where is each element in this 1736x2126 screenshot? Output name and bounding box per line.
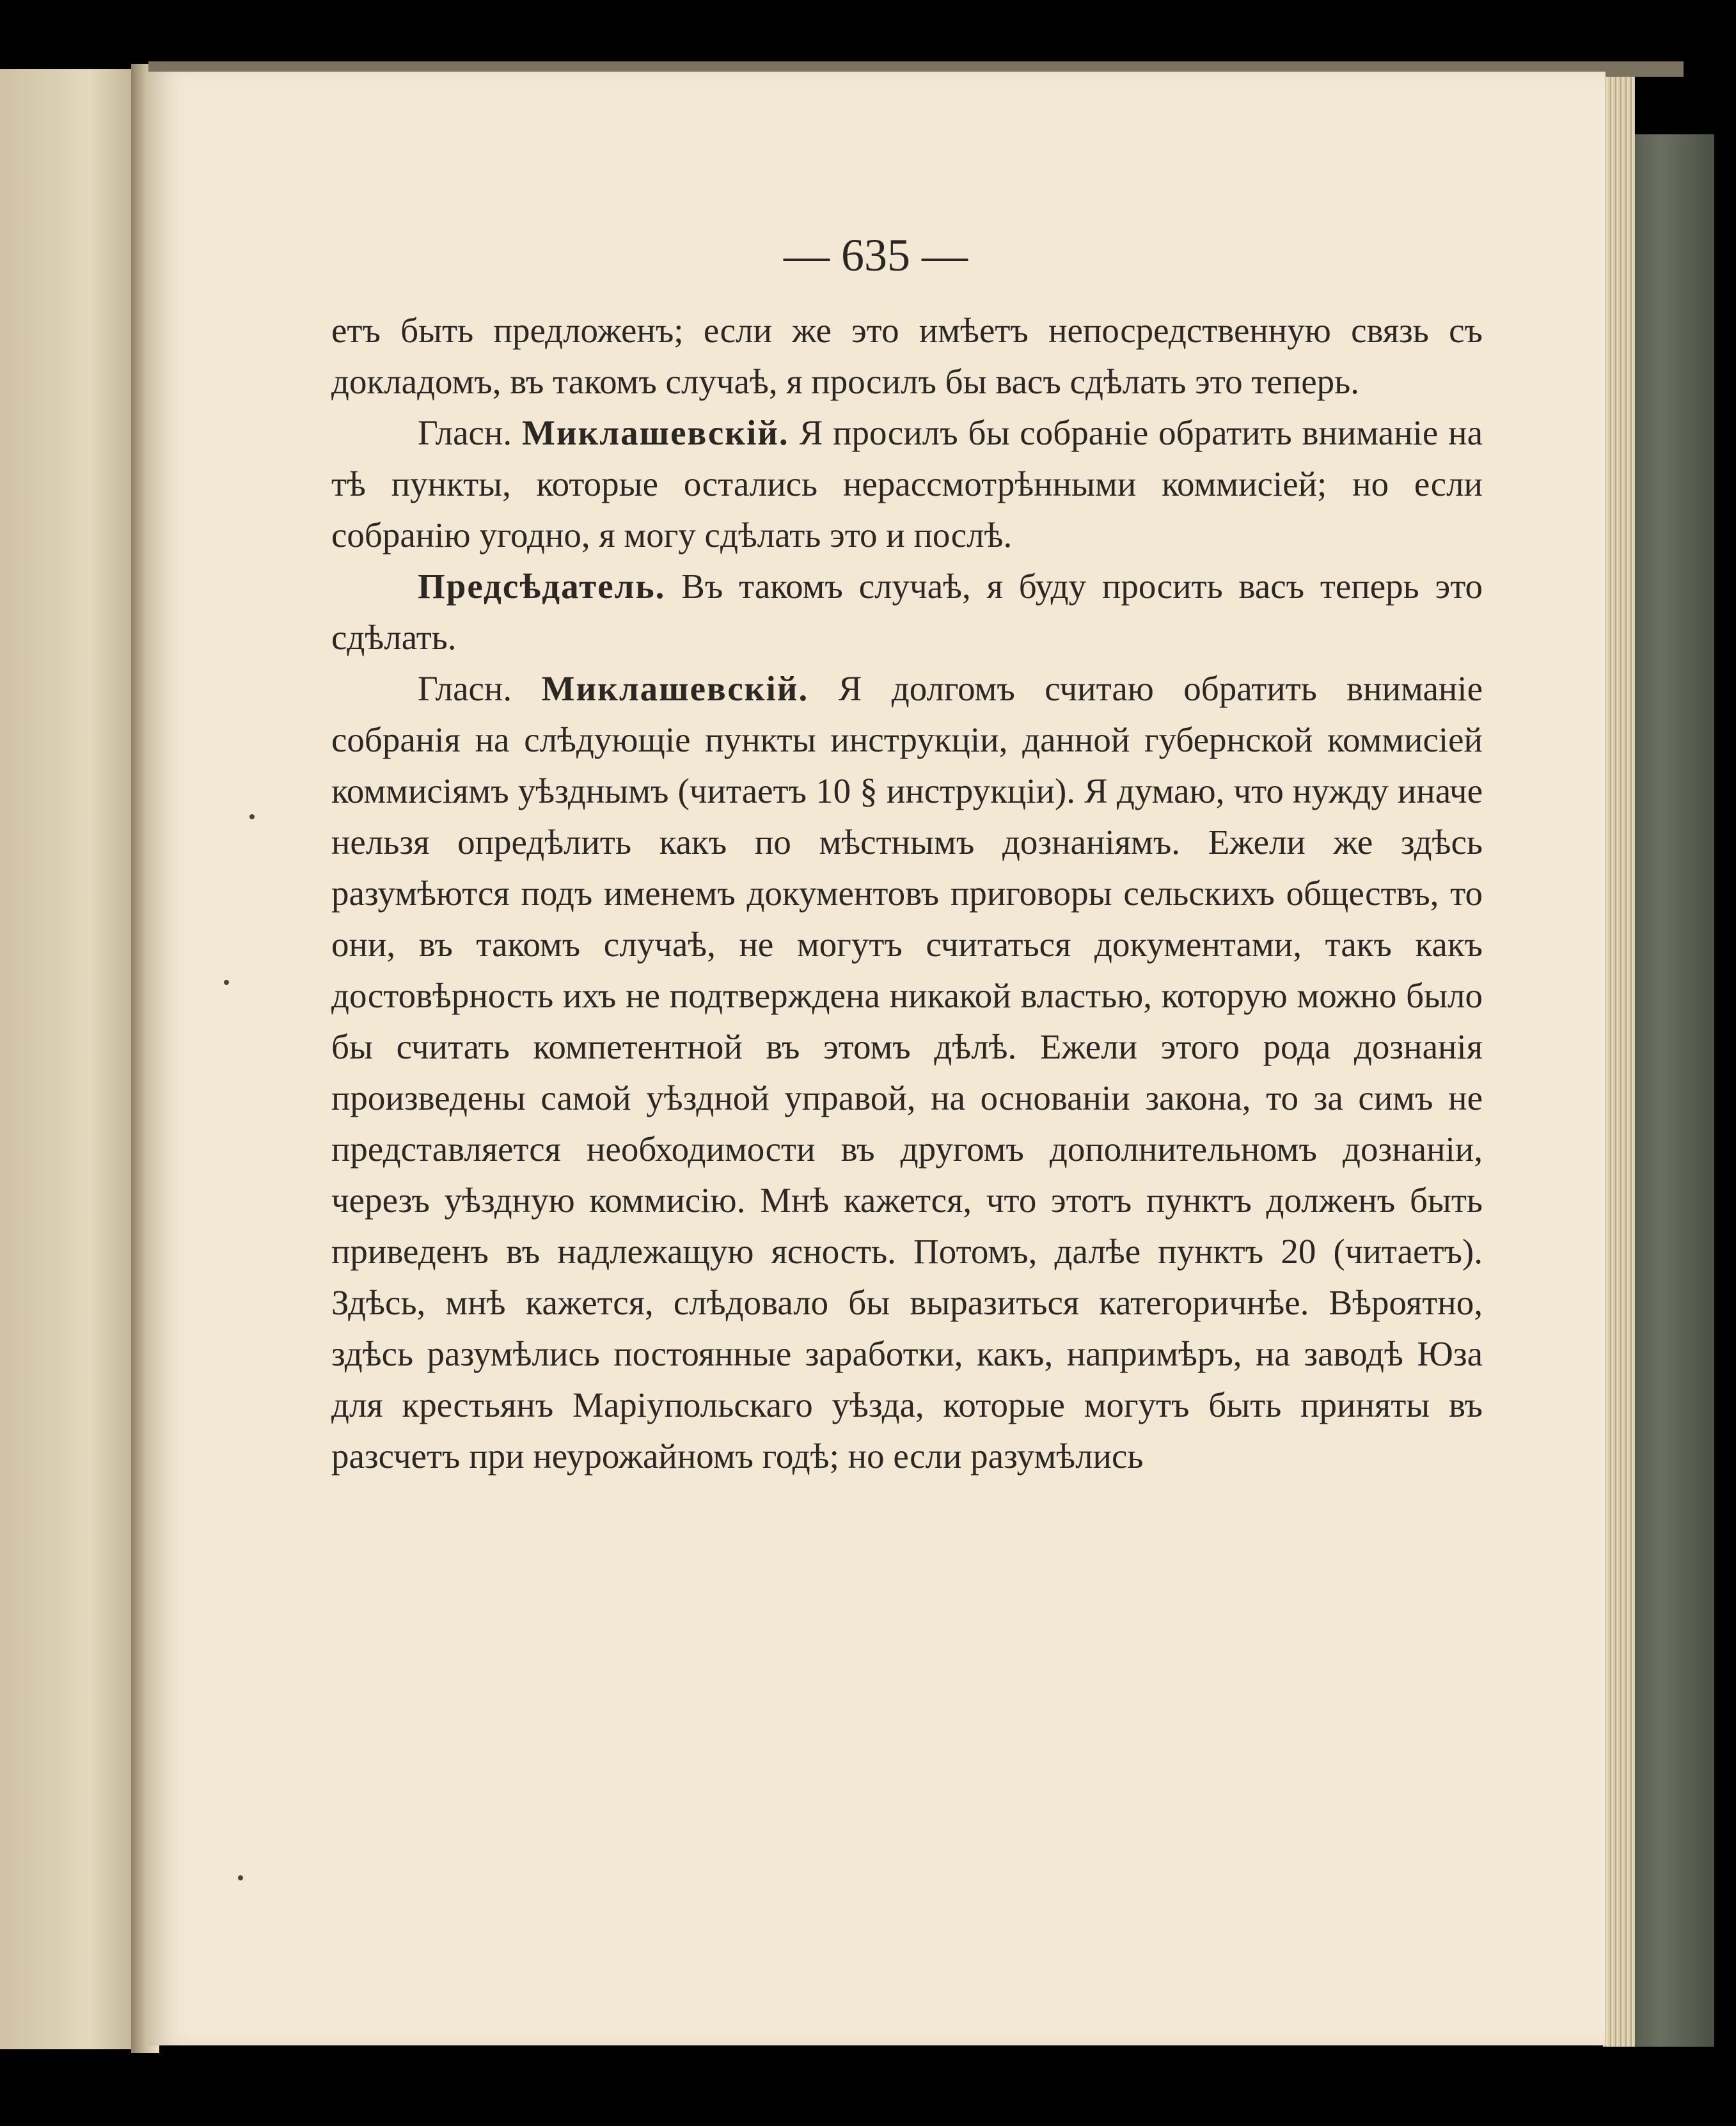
ink-speck bbox=[249, 814, 255, 819]
paragraph-text: Я просилъ бы собраніе обратить вниманіе на тѣ пункты, которые остались нерассмотрѣнными коммисіей; но если собранію угодно, я могу сдѣлать это и послѣ. bbox=[331, 413, 1483, 555]
paragraph-text: етъ быть предложенъ; если же это имѣетъ непосредственную связь съ докладомъ, въ такомъ случаѣ, я просилъ бы васъ сдѣлать это теперь. bbox=[331, 311, 1483, 401]
page-text bbox=[331, 305, 1483, 1482]
book-page bbox=[146, 72, 1606, 2045]
speaker-name: Предсѣдатель. bbox=[418, 567, 666, 606]
paragraph-continuation bbox=[331, 305, 1483, 407]
paragraph-text: Въ такомъ случаѣ, я буду просить васъ теперь это сдѣлать. bbox=[331, 567, 1483, 657]
paragraph-text: Я долгомъ считаю обратить вниманіе собранія на слѣдующіе пункты инструкціи, данной губернской коммисіей коммисіямъ уѣзднымъ (читаетъ 10 § инструкціи). Я думаю, что нужду иначе нельзя опредѣлить какъ по мѣстнымъ дознаніямъ. Ежели же здѣсь разумѣются подъ именемъ документовъ приговоры сельскихъ обществъ, то они, въ такомъ случаѣ, не могутъ считаться документами, такъ какъ достовѣрность ихъ не подтверждена никакой властью, которую можно было бы считать компетентной въ этомъ дѣлѣ. Ежели этого рода дознанія произведены самой уѣздной управой, на основаніи закона, то за симъ не представляется необходимости въ другомъ дополнительномъ дознаніи, черезъ уѣздную коммисію. Мнѣ кажется, что этотъ пунктъ долженъ быть приведенъ въ надлежащую ясность. Потомъ, далѣе пунктъ 20 (читаетъ). Здѣсь, мнѣ кажется, слѣдовало бы выразиться категоричнѣе. Вѣроятно, здѣсь разумѣлись постоянные заработки, какъ, напримѣръ, на заводѣ Юза для крестьянъ Маріупольскаго уѣзда, которые могутъ быть приняты въ разсчетъ при неурожайномъ годѣ; но если разумѣлись bbox=[331, 669, 1483, 1476]
speaker-role: Гласн. bbox=[418, 413, 512, 452]
ink-speck bbox=[224, 980, 229, 985]
book-cover-board bbox=[1625, 134, 1714, 2047]
ink-speck bbox=[238, 1875, 243, 1880]
facing-page-edge bbox=[0, 69, 148, 2049]
paragraph-speech bbox=[331, 561, 1483, 663]
speaker-name: Миклашевскій. bbox=[522, 413, 789, 452]
speaker-name: Миклашевскій. bbox=[541, 669, 809, 708]
paragraph-speech bbox=[331, 663, 1483, 1482]
page-edges-stack bbox=[1603, 77, 1635, 2047]
speaker-role: Гласн. bbox=[418, 669, 512, 708]
page-number: — 635 — bbox=[784, 230, 968, 281]
paragraph-speech bbox=[331, 407, 1483, 561]
